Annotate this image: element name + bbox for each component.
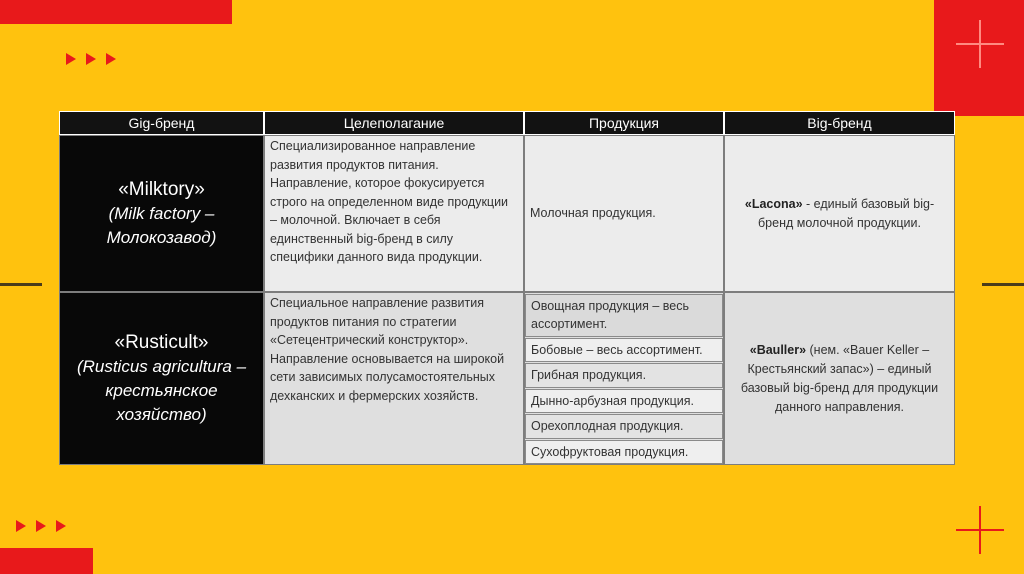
big-brand-description: - единый базовый big-бренд молочной продукции. — [758, 196, 935, 230]
right-dash-decoration — [982, 283, 1024, 286]
play-arrow-icon — [106, 53, 116, 65]
gig-brand-name: «Rusticult» — [114, 332, 209, 353]
gig-brand-name: «Milktory» — [118, 179, 205, 200]
red-band-top-left — [0, 0, 232, 24]
product-item: Дынно-арбузная продукция. — [525, 389, 723, 413]
play-arrow-icon — [66, 53, 76, 65]
product-item: Бобовые – весь ассортимент. — [525, 338, 723, 362]
big-brand-name: «Lacona» — [744, 196, 803, 211]
products-cell-rusticult — [524, 292, 724, 465]
left-dash-decoration — [0, 283, 42, 286]
plus-icon-bottom-right — [956, 506, 1004, 554]
gig-brand-cell-rusticult — [59, 292, 264, 465]
play-arrow-icon — [36, 520, 46, 532]
header-goal: Целеполагание — [264, 111, 524, 135]
triple-arrow-icon-top — [66, 53, 116, 65]
big-brand-description: (нем. «Bauer Keller – Крестьянский запас») – единый базовый big-бренд для продукции данного направления. — [740, 342, 939, 414]
play-arrow-icon — [86, 53, 96, 65]
product-item: Овощная продукция – весь ассортимент. — [525, 294, 723, 337]
goal-cell-milktory: Специализированное направление развития продуктов питания. Направление, которое фокусируется строго на определенном виде продукции – молочной. Включает в себя единственный big-бренд в силу специфики данного вида продукции. — [264, 135, 524, 292]
products-cell-milktory — [524, 135, 724, 292]
play-arrow-icon — [56, 520, 66, 532]
header-big-brand: Big-бренд — [724, 111, 955, 135]
product-item: Орехоплодная продукция. — [525, 414, 723, 438]
goal-cell-rusticult: Специальное направление развития продуктов питания по стратегии «Сетецентрический конструктор». Направление основывается на широкой сети зависимых полусамостоятельных дехканских и фермерских хозяйств. — [264, 292, 524, 465]
product-item: Молочная продукция. — [530, 206, 656, 221]
product-item: Сухофруктовая продукция. — [525, 440, 723, 464]
big-brand-cell-lacona — [724, 135, 955, 292]
gig-brand-cell-milktory — [59, 135, 264, 292]
big-brand-name: «Bauller» — [749, 342, 807, 357]
gig-brand-translation: (Rusticus agricultura – крестьянское хозяйство) — [76, 357, 247, 424]
red-band-bottom-left — [0, 548, 93, 574]
header-products: Продукция — [524, 111, 724, 135]
product-item: Грибная продукция. — [525, 363, 723, 387]
brand-table — [59, 111, 955, 465]
plus-icon-top-right — [956, 20, 1004, 68]
big-brand-cell-bauller — [724, 292, 955, 465]
play-arrow-icon — [16, 520, 26, 532]
gig-brand-translation: (Milk factory – Молокозавод) — [106, 204, 217, 247]
triple-arrow-icon-bottom — [16, 520, 66, 532]
header-gig-brand: Gig-бренд — [59, 111, 264, 135]
